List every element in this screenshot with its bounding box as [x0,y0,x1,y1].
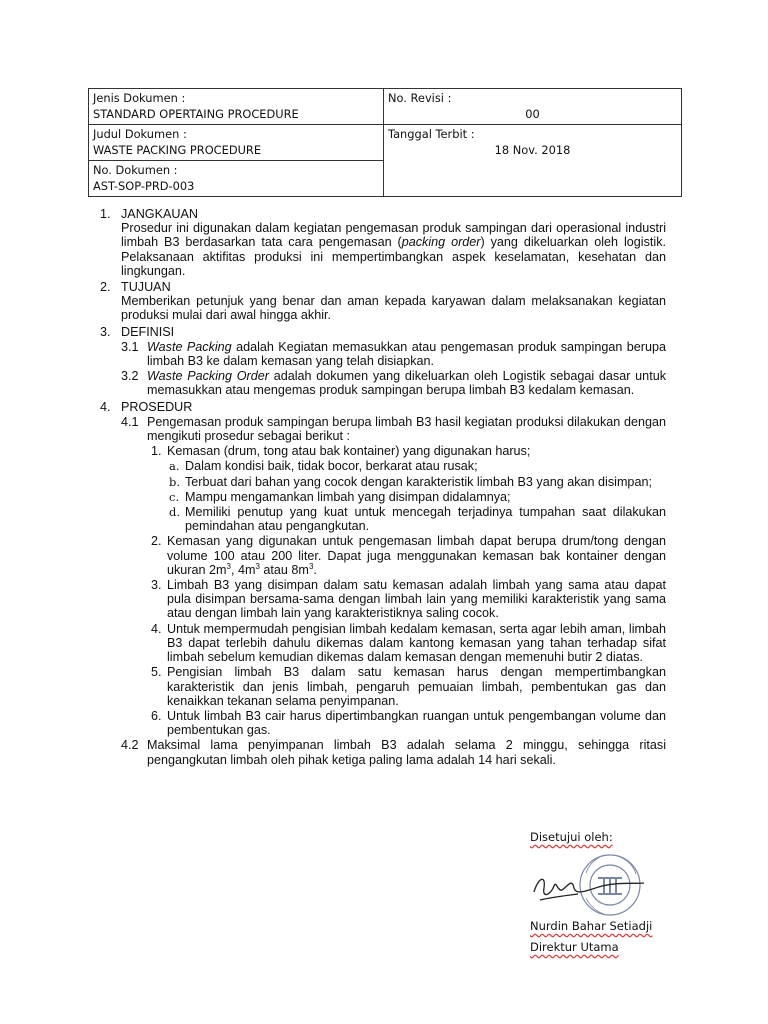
procedure-step: 1. Kemasan (drum, tong atau bak kontainer) yang digunakan harus; a. Dalam kondisi baik, tidak bocor, berkarat atau rusak; b. Terbuat dari bahan yang cocok dengan karakteristik limbah B3 yang akan disimpan; c. Mampu mengamankan limbah yang disimpan didalamnya; d. Memiliki penutup yang kuat untuk mencegah terjadinya tumpahan saat dilakukan pemindahan atau pengangkutan. [151,444,666,534]
section-number: 2. [100,280,111,295]
procedure-item: 4.2 Maksimal lama penyimpanan limbah B3 adalah selama 2 minggu, sehingga ritasi pengangkutan limbah oleh pihak ketiga paling lama adalah 14 hari sekali. [121,738,666,767]
requirement-item: a. Dalam kondisi baik, tidak bocor, berkarat atau rusak; [169,459,478,474]
jenis-dokumen-value: STANDARD OPERTAING PROCEDURE [93,107,299,121]
signer-title: Direktur Utama [530,940,619,954]
approved-by-label: Disetujui oleh: [530,830,613,844]
procedure-item: 4.1 Pengemasan produk sampingan berupa limbah B3 hasil kegiatan produksi dilakukan dengan mengikuti prosedur sebagai berikut : 1. Kemasan (drum, tong atau bak kontainer) yang digunakan harus; a. Dalam kondisi baik, tidak bocor, berkarat atau rusak; b. Terbuat dari bahan yang cocok dengan karakteristik limbah B3 yang akan disimpan; c. Mampu mengamankan limbah yang disimpan didalamnya; d. Memiliki penutup yang kuat untuk mencegah terjadinya tumpahan saat dilakukan pemindahan atau pengangkutan. 2. Kemasan yang digunakan untuk pengemasan limbah dapat berupa drum/tong dengan volume 100 atau 200 liter. Dapat juga menggunakan kemasan bak kontainer dengan ukuran $2m^3$, $4m^3$ atau $8m^3$. 3. Limbah B3 yang disimpan dalam satu kemasan adalah limbah yang sama atau dapat pula disimpan bersama-sama dengan limbah lain yang memiliki karakteristik yang sama atau dengan limbah lain yang karakteristiknya saling cocok. 4. Untuk mempermudah pengisian limbah kedalam kemasan, serta agar lebih aman, limbah B3 dapat terlebih dahulu dikemas dalam kantong kemasan yang tahan terhadap sifat limbah sebelum kemudian dikemas dalam kemasan dengan memenuhi butir 2 diatas. 5. Pengisian limbah B3 dalam satu kemasan harus dengan mempertimbangkan karakteristik dan jenis limbah, pengaruh pemuaian limbah, pembentukan gas dan kenaikkan tekanan selama penyimpanan. 6. Untuk limbah B3 cair harus dipertimbangkan ruangan untuk pengembangan volume dan pembentukan gas. [121,414,666,738]
section-title: TUJUAN [121,280,171,295]
procedure-step: 6. Untuk limbah B3 cair harus dipertimbangkan ruangan untuk pengembangan volume dan pembentukan gas. [151,708,666,738]
handwritten-signature [534,879,644,900]
no-revisi-cell [384,89,682,125]
judul-dokumen-label: Judul Dokumen : [93,127,187,141]
requirement-item: d. Memiliki penutup yang kuat untuk mencegah terjadinya tumpahan saat dilakukan pemindahan atau pengangkutan. [169,505,666,534]
section-title: DEFINISI [121,324,175,339]
section-number: 4. [100,399,111,414]
requirement-item: b. Terbuat dari bahan yang cocok dengan karakteristik limbah B3 yang akan disimpan; [169,474,652,489]
signer-block [530,919,690,954]
jenis-dokumen-label: Jenis Dokumen : [93,91,186,105]
procedure-step: 5. Pengisian limbah B3 dalam satu kemasan harus dengan mempertimbangkan karakteristik dan jenis limbah, pengaruh pemuaian limbah, pembentukan gas dan kenaikkan tekanan selama penyimpanan. [151,665,666,708]
procedure-step: 3. Limbah B3 yang disimpan dalam satu kemasan adalah limbah yang sama atau dapat pula disimpan bersama-sama dengan limbah lain yang memiliki karakteristik yang sama atau dengan limbah lain yang karakteristiknya saling cocok. [151,578,666,621]
section-paragraph: Prosedur ini digunakan dalam kegiatan pengemasan produk sampingan dari operasional industri limbah B3 berdasarkan tata cara pengemasan (packing order) yang dikeluarkan oleh logistik. Pelaksanaan aktifitas produksi ini mempertimbangkan aspek keselamatan, kesehatan dan lingkungan. [121,221,666,278]
signature-block [530,830,690,844]
section-title: JANGKAUAN [121,207,198,221]
signer-name: Nurdin Bahar Setiadji [530,919,653,933]
no-revisi-label: No. Revisi : [388,91,452,105]
procedure-step: 4. Untuk mempermudah pengisian limbah kedalam kemasan, serta agar lebih aman, limbah B3 dapat terlebih dahulu dikemas dalam kantong kemasan yang tahan terhadap sifat limbah sebelum kemudian dikemas dalam kemasan dengan memenuhi butir 2 diatas. [151,621,666,665]
section-paragraph: Memberikan petunjuk yang benar dan aman kepada karyawan dalam melaksanakan kegiatan produksi mulai dari awal hingga akhir. [121,294,666,323]
section-definisi [86,325,666,398]
jenis-dokumen-cell [89,89,384,125]
judul-dokumen-value: WASTE PACKING PROCEDURE [93,143,262,157]
no-dokumen-label: No. Dokumen : [93,163,178,177]
section-number: 3. [100,324,111,339]
requirement-item: c. Mampu mengamankan limbah yang disimpan didalamnya; [169,489,511,504]
document-body [86,207,666,767]
section-prosedur [86,400,666,767]
no-revisi-value: 00 [525,107,540,121]
no-dokumen-cell [89,161,384,197]
definition-item: 3.1 Waste Packing adalah Kegiatan memasukkan atau pengemasan produk sampingan berupa limbah B3 ke dalam kemasan yang telah disiapkan. [121,339,666,369]
section-number: 1. [100,207,111,221]
section-title: PROSEDUR [121,399,193,414]
tanggal-terbit-label: Tanggal Terbit : [388,127,475,141]
section-jangkauan [86,207,666,278]
procedure-step: 2. Kemasan yang digunakan untuk pengemasan limbah dapat berupa drum/tong dengan volume 100 atau 200 liter. Dapat juga menggunakan kemasan bak kontainer dengan ukuran $2m^3$, $4m^3$ atau $8m^3$. [151,534,666,577]
tanggal-terbit-cell [384,125,682,197]
no-dokumen-value: AST-SOP-PRD-003 [93,179,195,193]
judul-dokumen-cell [89,125,384,161]
definition-item: 3.2 Waste Packing Order adalah dokumen yang dikeluarkan oleh Logistik sebagai dasar untuk memasukkan atau mengemas produk sampingan berupa limbah B3 kedalam kemasan. [121,369,666,398]
tanggal-terbit-value: 18 Nov. 2018 [494,143,571,157]
section-tujuan [86,280,666,323]
document-header-table [88,88,682,197]
signature-stamp-image [528,848,648,918]
